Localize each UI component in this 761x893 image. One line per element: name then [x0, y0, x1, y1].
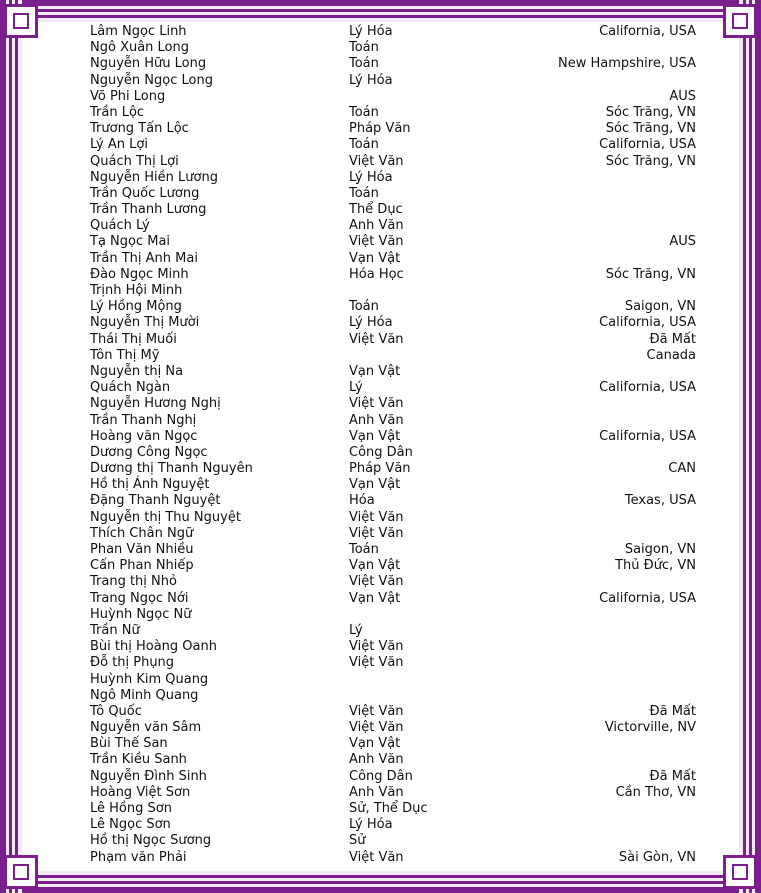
roster-row	[90, 623, 700, 639]
person-name: Cấn Phan Nhiếp	[90, 558, 194, 574]
location-label: California, USA	[599, 380, 696, 396]
subject-label: Pháp Văn	[349, 121, 411, 137]
subject-label: Toán	[349, 137, 379, 153]
subject-label: Việt Văn	[349, 574, 404, 590]
person-name: Quách Lý	[90, 218, 150, 234]
corner-ornament-top-right	[723, 4, 757, 38]
subject-label: Việt Văn	[349, 509, 404, 525]
roster-row	[90, 413, 700, 429]
subject-label: Việt Văn	[349, 331, 404, 347]
subject-label: Việt Văn	[349, 849, 404, 865]
subject-label: Việt Văn	[349, 655, 404, 671]
roster-row	[90, 655, 700, 671]
roster-row	[90, 396, 700, 412]
subject-label: Việt Văn	[349, 639, 404, 655]
person-name: Trần Quốc Lương	[90, 185, 200, 201]
subject-label: Vạn Vật	[349, 736, 401, 752]
roster-row	[90, 526, 700, 542]
roster-row	[90, 801, 700, 817]
subject-label: Việt Văn	[349, 525, 404, 541]
subject-label: Vạn Vật	[349, 250, 401, 266]
roster-row	[90, 736, 700, 752]
location-label: Sóc Trăng, VN	[605, 153, 696, 169]
person-name: Hoàng văn Ngọc	[90, 428, 198, 444]
roster-row	[90, 429, 700, 445]
person-name: Võ Phi Long	[90, 88, 166, 104]
roster-row	[90, 121, 700, 137]
person-name: Lý An Lợi	[90, 137, 148, 153]
person-name: Đào Ngọc Minh	[90, 266, 189, 282]
person-name: Hồ thị Ánh Nguyệt	[90, 477, 210, 493]
subject-label: Vạn Vật	[349, 558, 401, 574]
roster-list	[90, 24, 700, 866]
subject-label: Việt Văn	[349, 720, 404, 736]
person-name: Trang Ngọc Nới	[90, 590, 189, 606]
subject-label: Hóa Học	[349, 266, 404, 282]
subject-label: Vạn Vật	[349, 363, 401, 379]
subject-label: Pháp Văn	[349, 461, 411, 477]
person-name: Phan Văn Nhiều	[90, 542, 194, 557]
person-name: Quách Thị Lợi	[90, 153, 179, 169]
roster-row	[90, 720, 700, 736]
roster-row	[90, 493, 700, 509]
subject-label: Lý	[349, 622, 363, 638]
location-label: Victorville, NV	[604, 720, 696, 736]
roster-row	[90, 105, 700, 121]
roster-row	[90, 752, 700, 768]
roster-row	[90, 769, 700, 785]
location-label: Sóc Trăng, VN	[605, 121, 696, 137]
person-name: Hồ thị Ngọc Sương	[90, 833, 212, 849]
roster-row	[90, 315, 700, 331]
person-name: Lê Hồng Sơn	[90, 801, 172, 816]
person-name: Nguyễn Hiền Lương	[90, 169, 218, 185]
roster-row	[90, 24, 700, 40]
person-name: Trịnh Hội Minh	[90, 283, 183, 298]
roster-row	[90, 542, 700, 558]
subject-label: Anh Văn	[349, 412, 404, 428]
corner-ornament-bottom-left	[4, 855, 38, 889]
person-name: Lê Ngọc Sơn	[90, 817, 171, 833]
border-right	[739, 0, 761, 893]
roster-row	[90, 137, 700, 153]
location-label: CAN	[668, 461, 696, 477]
person-name: Trần Lộc	[90, 104, 145, 120]
roster-row	[90, 56, 700, 72]
location-label: Sóc Trăng, VN	[605, 104, 696, 120]
subject-label: Việt Văn	[349, 153, 404, 169]
subject-label: Công Dân	[349, 444, 413, 460]
roster-row	[90, 154, 700, 170]
roster-row	[90, 348, 700, 364]
person-name: Bùi thị Hoàng Oanh	[90, 639, 217, 655]
subject-label: Vạn Vật	[349, 428, 401, 444]
roster-row	[90, 850, 700, 866]
roster-row	[90, 283, 700, 299]
border-bottom	[0, 871, 761, 893]
person-name: Trương Tấn Lộc	[90, 121, 189, 137]
subject-label: Anh Văn	[349, 752, 404, 768]
person-name: Nguyễn thị Na	[90, 363, 184, 379]
person-name: Nguyễn Thị Mười	[90, 315, 200, 331]
subject-label: Toán	[349, 299, 379, 315]
subject-label: Vạn Vật	[349, 590, 401, 606]
roster-row	[90, 40, 700, 56]
border-top	[0, 0, 761, 22]
location-label: Đã Mất	[649, 703, 696, 719]
person-name: Nguyễn văn Sâm	[90, 720, 202, 736]
location-label: Canada	[646, 347, 696, 363]
person-name: Nguyễn Ngọc Long	[90, 72, 213, 88]
person-name: Hoàng Việt Sơn	[90, 784, 191, 800]
location-label: Sài Gòn, VN	[618, 849, 696, 865]
person-name: Nguyễn Hữu Long	[90, 56, 207, 72]
roster-row	[90, 558, 700, 574]
location-label: California, USA	[599, 315, 696, 331]
subject-label: Thể Dục	[349, 202, 403, 218]
person-name: Nguyễn Đình Sinh	[90, 768, 207, 784]
roster-row	[90, 672, 700, 688]
location-label: California, USA	[599, 24, 696, 39]
subject-label: Anh Văn	[349, 784, 404, 800]
person-name: Phạm văn Phải	[90, 849, 187, 865]
subject-label: Công Dân	[349, 768, 413, 784]
subject-label: Hóa	[349, 493, 375, 509]
subject-label: Toán	[349, 56, 379, 72]
subject-label: Lý Hóa	[349, 315, 393, 331]
person-name: Huỳnh Kim Quang	[90, 671, 209, 687]
location-label: Texas, USA	[624, 493, 696, 509]
person-name: Đỗ thị Phụng	[90, 655, 175, 671]
person-name: Tôn Thị Mỹ	[90, 347, 160, 363]
roster-row	[90, 510, 700, 526]
roster-row	[90, 817, 700, 833]
person-name: Nguyễn thị Thu Nguyệt	[90, 509, 241, 525]
roster-row	[90, 461, 700, 477]
roster-row	[90, 364, 700, 380]
corner-ornament-top-left	[4, 4, 38, 38]
roster-row	[90, 704, 700, 720]
person-name: Nguyễn Hương Nghị	[90, 396, 221, 412]
location-label: Đã Mất	[649, 331, 696, 347]
roster-row	[90, 73, 700, 89]
person-name: Lý Hồng Mộng	[90, 299, 182, 315]
subject-label: Anh Văn	[349, 218, 404, 234]
person-name: Đặng Thanh Nguyệt	[90, 493, 221, 509]
roster-row	[90, 202, 700, 218]
corner-ornament-bottom-right	[723, 855, 757, 889]
subject-label: Lý Hóa	[349, 817, 393, 833]
person-name: Huỳnh Ngọc Nữ	[90, 606, 192, 622]
person-name: Trần Thị Anh Mai	[90, 250, 198, 266]
person-name: Ngô Xuân Long	[90, 40, 190, 56]
roster-row	[90, 607, 700, 623]
person-name: Trang thị Nhỏ	[90, 574, 177, 590]
location-label: Thủ Đức, VN	[615, 558, 696, 574]
roster-row	[90, 833, 700, 849]
location-label: California, USA	[599, 428, 696, 444]
subject-label: Sử, Thể Dục	[349, 801, 428, 816]
subject-label: Toán	[349, 185, 379, 201]
person-name: Dương thị Thanh Nguyên	[90, 461, 253, 477]
roster-row	[90, 591, 700, 607]
location-label: AUS	[669, 234, 696, 250]
location-label: California, USA	[599, 137, 696, 153]
roster-row	[90, 688, 700, 704]
person-name: Ngô Minh Quang	[90, 687, 199, 703]
person-name: Lâm Ngọc Linh	[90, 24, 187, 39]
subject-label: Toán	[349, 542, 379, 557]
roster-row	[90, 267, 700, 283]
subject-label: Lý Hóa	[349, 169, 393, 185]
roster-row	[90, 170, 700, 186]
person-name: Quách Ngàn	[90, 380, 171, 396]
roster-row	[90, 89, 700, 105]
location-label: AUS	[669, 88, 696, 104]
person-name: Tạ Ngọc Mai	[90, 234, 171, 250]
person-name: Trần Nữ	[90, 622, 140, 638]
subject-label: Toán	[349, 104, 379, 120]
location-label: Đã Mất	[649, 768, 696, 784]
person-name: Trần Thanh Nghị	[90, 412, 197, 428]
border-left	[0, 0, 22, 893]
person-name: Dương Công Ngọc	[90, 444, 208, 460]
roster-row	[90, 639, 700, 655]
roster-row	[90, 785, 700, 801]
roster-row	[90, 380, 700, 396]
roster-row	[90, 218, 700, 234]
location-label: New Hampshire, USA	[558, 56, 696, 72]
subject-label: Việt Văn	[349, 703, 404, 719]
roster-row	[90, 234, 700, 250]
subject-label: Lý Hóa	[349, 72, 393, 88]
roster-row	[90, 299, 700, 315]
person-name: Trần Thanh Lương	[90, 202, 207, 218]
person-name: Thích Chân Ngữ	[90, 525, 194, 541]
roster-row	[90, 186, 700, 202]
location-label: Saigon, VN	[624, 542, 696, 557]
subject-label: Lý	[349, 380, 363, 396]
location-label: Saigon, VN	[624, 299, 696, 315]
roster-row	[90, 574, 700, 590]
subject-label: Việt Văn	[349, 396, 404, 412]
person-name: Trần Kiều Sanh	[90, 752, 187, 768]
roster-row	[90, 332, 700, 348]
location-label: Sóc Trăng, VN	[605, 266, 696, 282]
person-name: Tô Quốc	[90, 703, 142, 719]
roster-row	[90, 251, 700, 267]
subject-label: Sử	[349, 833, 366, 849]
location-label: California, USA	[599, 590, 696, 606]
subject-label: Toán	[349, 40, 379, 56]
roster-row	[90, 445, 700, 461]
subject-label: Lý Hóa	[349, 24, 393, 39]
person-name: Bùi Thế San	[90, 736, 168, 752]
subject-label: Vạn Vật	[349, 477, 401, 493]
roster-row	[90, 477, 700, 493]
location-label: Cần Thơ, VN	[615, 784, 696, 800]
subject-label: Việt Văn	[349, 234, 404, 250]
person-name: Thái Thị Muối	[90, 331, 177, 347]
